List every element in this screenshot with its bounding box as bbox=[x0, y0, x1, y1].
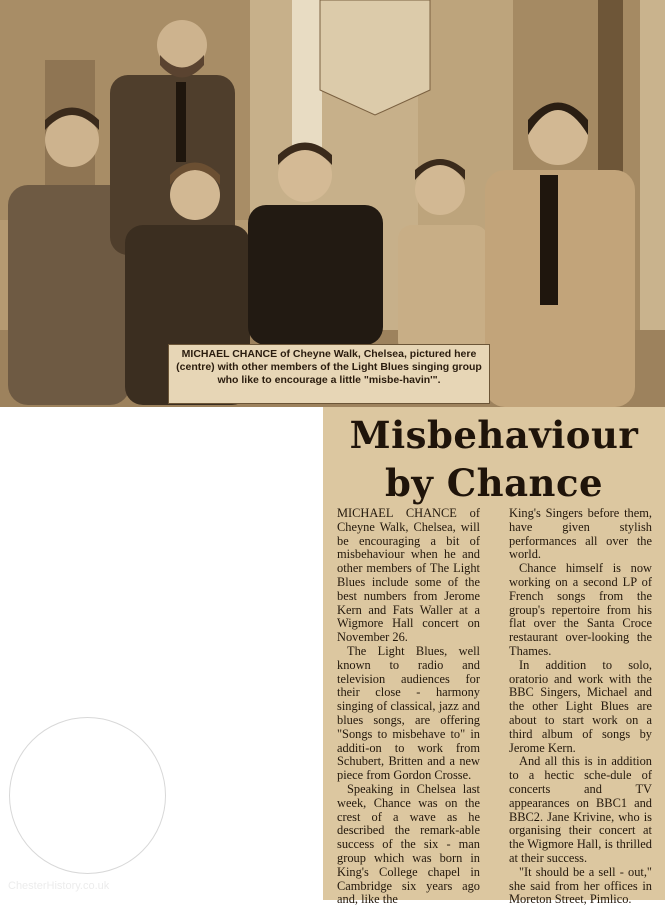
paragraph: The Light Blues, well known to radio and television audiences for their close - harmony singing of classical, jazz and blues songs, are offering "Songs to misbehave to" in additi-on to work from Schubert, Britten and a new piece from Gordon Crosse. bbox=[337, 643, 480, 783]
paragraph: "It should be a sell - out," she said from her offices in Moreton Street, Pimlico. bbox=[509, 864, 652, 907]
paragraph: In addition to solo, oratorio and work with the BBC Singers, Michael and the other Light Blues are about to start work on a third album of songs by Jerome Kern. bbox=[509, 657, 652, 755]
paragraph: Chance himself is now working on a second LP of French songs from the group's repertoire from his flat over the Santa Croce restaurant over-looking the Thames. bbox=[509, 561, 652, 658]
watermark: ChesterHistory.co.uk bbox=[8, 880, 110, 892]
white-circle-overlay bbox=[9, 717, 166, 874]
paragraph: MICHAEL CHANCE of Cheyne Walk, Chelsea, will be encouraging a bit of misbehaviour when he and other members of The Light Blues include some of the best numbers from Jerome Kern and Fats Waller at a Wigmore Hall concert on November 26. bbox=[337, 506, 480, 645]
article-column-2 bbox=[509, 507, 652, 907]
article-clipping bbox=[323, 407, 665, 907]
paragraph: King's Singers before them, have given stylish performances all over the world. bbox=[509, 506, 652, 562]
paragraph: Speaking in Chelsea last week, Chance was on the crest of a wave as he described the remark-able success of the six - man group which was born in King's College chapel in Cambridge six years ago and, like the bbox=[337, 781, 480, 907]
article-column-1 bbox=[337, 507, 480, 907]
paragraph: And all this is in addition to a hectic sche-dule of concerts and TV appearances on BBC1 and BBC2. Jane Krivine, who is organising their concert at the Wigmore Hall, is thrilled at their success. bbox=[509, 754, 652, 865]
photo-caption: MICHAEL CHANCE of Cheyne Walk, Chelsea, pictured here (centre) with other members of the Light Blues singing group who like to encourage a little "misbe-havin'". bbox=[168, 344, 490, 404]
group-photograph bbox=[0, 0, 665, 407]
headline-line-2: by Chance bbox=[384, 461, 604, 505]
headline-line-1: Misbehaviour bbox=[349, 413, 639, 457]
